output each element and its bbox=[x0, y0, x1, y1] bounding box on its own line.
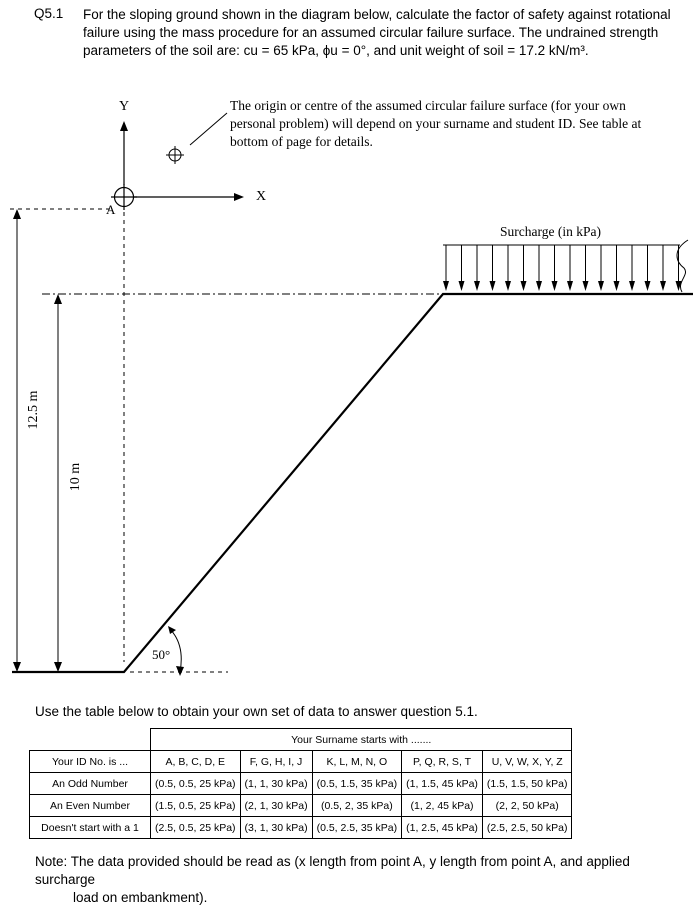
x-axis-arrowhead bbox=[234, 193, 244, 201]
table-row-label: An Even Number bbox=[30, 795, 151, 817]
note-pointer-line bbox=[190, 113, 227, 145]
surcharge-arrowhead bbox=[583, 281, 589, 291]
table-cell: (2.5, 0.5, 25 kPa) bbox=[151, 817, 241, 839]
table-cell: (2, 1, 30 kPa) bbox=[240, 795, 312, 817]
question-number: Q5.1 bbox=[34, 6, 64, 21]
surcharge-arrowhead bbox=[443, 281, 449, 291]
table-cell: (1, 1.5, 45 kPa) bbox=[402, 773, 483, 795]
origin-note: The origin or centre of the assumed circular failure surface (for your own personal problem) will depend on your surname and student ID. See table at bottom of page for details. bbox=[230, 98, 642, 149]
surcharge-label: Surcharge (in kPa) bbox=[500, 224, 601, 239]
table-group-header: Your Surname starts with ....... bbox=[151, 729, 572, 751]
table-row-header: Your ID No. is ... bbox=[30, 751, 151, 773]
angle-arc bbox=[170, 629, 181, 672]
question-text: For the sloping ground shown in the diagram below, calculate the factor of safety against rotational failure using the mass procedure for an assumed circular failure surface. The undrained strength parameters of the soil are: cu = 65 kPa, ϕu = 0°, and unit weight of soil = 17.2 kN/m³. bbox=[83, 7, 671, 58]
surcharge-arrowhead bbox=[474, 281, 480, 291]
table-row bbox=[30, 773, 572, 795]
table-cell: (3, 1, 30 kPa) bbox=[240, 817, 312, 839]
surcharge-arrowhead bbox=[567, 281, 573, 291]
data-note-line-2: load on embankment). bbox=[73, 890, 208, 905]
surcharge-arrowhead bbox=[645, 281, 651, 291]
data-note bbox=[35, 853, 685, 907]
surcharge-arrows bbox=[443, 245, 682, 291]
table-row-label: Doesn't start with a 1 bbox=[30, 817, 151, 839]
y-axis-label: Y bbox=[119, 99, 130, 114]
height-slope-label: 10 m bbox=[68, 462, 83, 492]
table-column-header: K, L, M, N, O bbox=[312, 751, 402, 773]
table-cell: (1, 1, 30 kPa) bbox=[240, 773, 312, 795]
surcharge-arrowhead bbox=[629, 281, 635, 291]
x-axis-label: X bbox=[256, 189, 267, 204]
table-cell: (0.5, 0.5, 25 kPa) bbox=[151, 773, 241, 795]
surcharge-arrowhead bbox=[536, 281, 542, 291]
table-row bbox=[30, 795, 572, 817]
y-axis-arrowhead bbox=[120, 121, 128, 131]
surcharge-arrowhead bbox=[505, 281, 511, 291]
height-total-label: 12.5 m bbox=[26, 390, 41, 430]
table-cell: (1, 2.5, 45 kPa) bbox=[402, 817, 483, 839]
table-cell: (0.5, 2.5, 35 kPa) bbox=[312, 817, 402, 839]
point-a-label: A bbox=[106, 202, 116, 217]
surcharge-arrowhead bbox=[660, 281, 666, 291]
table-cell: (1.5, 0.5, 25 kPa) bbox=[151, 795, 241, 817]
table-row-label: An Odd Number bbox=[30, 773, 151, 795]
ground-profile bbox=[12, 294, 693, 672]
surcharge-arrowhead bbox=[552, 281, 558, 291]
data-note-line-1: Note: The data provided should be read as (x length from point A, y length from point A, and applied surcharge bbox=[35, 854, 630, 887]
table-cell: (0.5, 2, 35 kPa) bbox=[312, 795, 402, 817]
table-intro: Use the table below to obtain your own set of data to answer question 5.1. bbox=[35, 704, 478, 719]
table-cell: (0.5, 1.5, 35 kPa) bbox=[312, 773, 402, 795]
slope-angle-label: 50° bbox=[152, 647, 171, 662]
surcharge-arrowhead bbox=[521, 281, 527, 291]
surcharge-arrowhead bbox=[490, 281, 496, 291]
table-column-header: A, B, C, D, E bbox=[151, 751, 241, 773]
surcharge-arrowhead bbox=[614, 281, 620, 291]
table-column-header: U, V, W, X, Y, Z bbox=[482, 751, 572, 773]
table-column-header: P, Q, R, S, T bbox=[402, 751, 483, 773]
data-table bbox=[29, 728, 572, 839]
table-row bbox=[30, 817, 572, 839]
surcharge-arrowhead bbox=[459, 281, 465, 291]
table-cell: (1, 2, 45 kPa) bbox=[402, 795, 483, 817]
table-cell: (2.5, 2.5, 50 kPa) bbox=[482, 817, 572, 839]
table-cell: (2, 2, 50 kPa) bbox=[482, 795, 572, 817]
table-cell: (1.5, 1.5, 50 kPa) bbox=[482, 773, 572, 795]
surcharge-arrowhead bbox=[598, 281, 604, 291]
table-column-header: F, G, H, I, J bbox=[240, 751, 312, 773]
